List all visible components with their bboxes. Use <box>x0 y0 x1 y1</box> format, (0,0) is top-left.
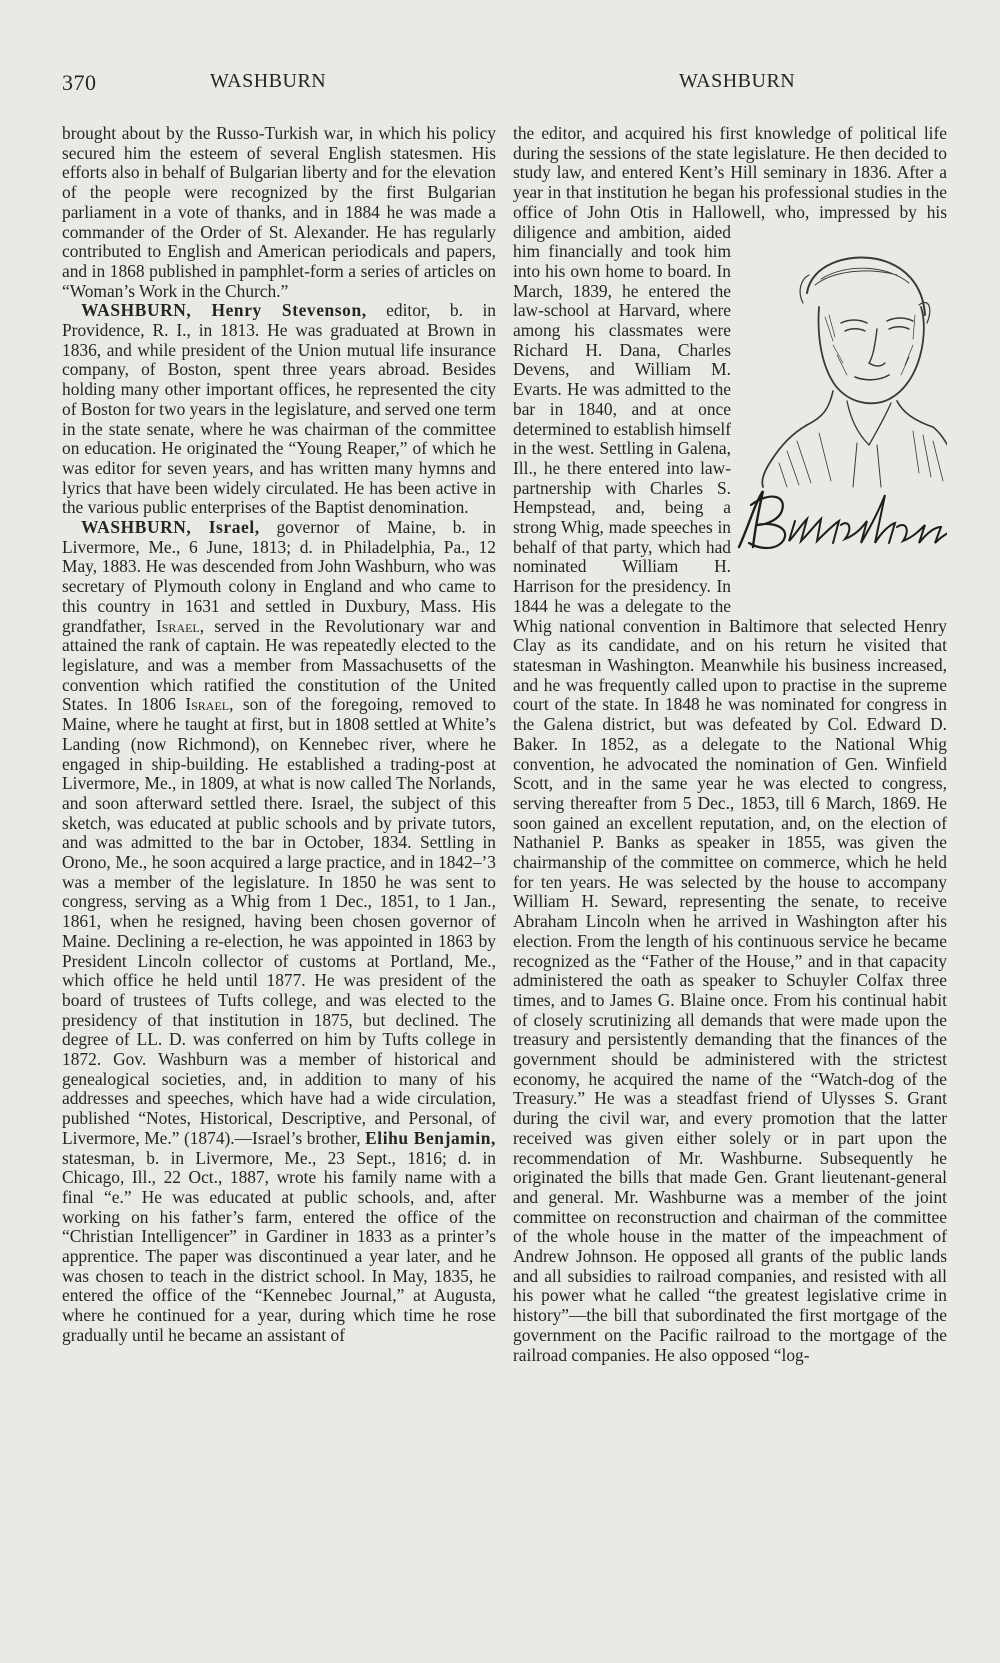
entry-continued <box>513 124 947 1365</box>
entry-text: , served in the Revolutionary war and attained the rank of captain. He was repeatedly elected to the legislature, and was a member from Massachusetts of the convention which ratified the constitution of the United States. In 1806 <box>62 615 496 715</box>
portrait-figure <box>737 245 947 605</box>
signature-image <box>729 485 947 555</box>
entry-text: editor, b. in Providence, R. I., in 1813. He was graduated at Brown in 1836, and while president of the Union mutual life insurance company, of Boston, spent three years abroad. Besides holding many other important offices, he represented the city of Boston for two years in the legislature, and served one term in the state senate, where he was chairman of the committee on education. He originated the “Young Reaper,” of which he was editor for seven years, and has written many hymns and lyrics that have been widely circulated. He has been active in the various public enterprises of the Baptist denomination. <box>62 300 496 518</box>
entry-henry-stevenson-washburn <box>62 301 496 518</box>
page-number: 370 <box>62 70 97 95</box>
entry-text: , son of the foregoing, removed to Maine, where he taught at first, but in 1808 settled at White’s Landing (now Richmond), on Kennebec river, where he engaged in ship-building. He established a trading-post at Livermore, Me., in 1809, at what is now called The Norlands, and soon afterward settled there. Israel, the subject of this sketch, was educated at public schools and by private tutors, and was admitted to the bar in October, 1834. Settling in Orono, Me., he soon acquired a large practice, and in 1842–’3 was a member of the legislature. In 1850 he was sent to congress, serving as a Whig from 1 Dec., 1851, to 1 Jan., 1861, when he resigned, having been chosen governor of Maine. Declining a re-election, he was appointed in 1863 by President Lincoln collector of customs at Portland, Me., which office he held until 1877. He was president of the board of trustees of Tufts college, and was elected to the presidency of that institution in 1875, but declined. The degree of LL. D. was conferred on him by Tufts college in 1872. Gov. Washburn was a member of historical and genealogical societies, and, in addition to many of his addresses and speeches, which have had a wide circulation, published “Notes, Historical, Descriptive, and Personal, of Livermore, Me.” (1874).—Israel’s brother, <box>62 694 496 1148</box>
left-column <box>62 124 496 1649</box>
paragraph-continued: brought about by the Russo-Turkish war, in which his policy secured him the esteem of several English statesmen. His efforts also in behalf of Bulgarian liberty and for the elevation of the people were recognized by the first Bulgarian parliament in a vote of thanks, and in 1884 he was made a commander of the Order of St. Alexander. He has regularly contributed to English and American periodicals and papers, and in 1868 published in pamphlet-form a series of articles on “Woman’s Work in the Church.” <box>62 124 496 301</box>
portrait-engraving <box>737 245 947 490</box>
entry-headword: WASHBURN, Henry Stevenson, <box>81 300 367 321</box>
right-column <box>513 124 947 1649</box>
entry-text: who, impressed by his diligence and ambition, aided him financially and took him into his own home to board. In March, 1839, he entered the law-school at Harvard, where among his classmates were Richard H. Dana, Charles Devens, and William M. Evarts. He was admitted to the bar in 1840, and at once determined to establish himself in the west. Settling in Galena, Ill., he there entered into law-partnership with Charles S. Hempstead, and, being a strong Whig, made speeches in behalf of that party, which had nominated William H. Harrison for the presidency. In 1844 he was a delegate to the Whig national convention in Baltimore that selected Henry Clay as its candidate, and on his return he visited that statesman in Washington. Meanwhile his business increased, and he was frequently called upon to practise in the supreme court of the state. In 1848 he was nominated for congress in the Galena district, but was defeated by Col. Edward D. Baker. In 1852, as a delegate to the National Whig convention, he advocated the nomination of Gen. Winfield Scott, and in the same year he was elected to congress, serving thereafter from 5 Dec., 1853, till 6 March, 1869. He soon gained an excellent reputation, and, on the election of Nathaniel P. Banks as speaker in 1855, was given the chairmanship of the committee on commerce, which he held for ten years. He was selected by the house to accompany William H. Seward, representing the senate, to receive Abraham Lincoln when he arrived in Washington after his election. From the length of his continuous service he became recognized as the “Father of the House,” and in that capacity administered the oath as speaker to Schuyler Colfax three times, and to James G. Blaine once. From his continual habit of closely scrutinizing all demands that were made upon the treasury and persistently demanding that the finances of the government should be administered with the strictest economy, he acquired the name of the “Watch-dog of the Treasury.” He was a steadfast friend of Ulysses S. Grant during the civil war, and every promotion that the latter received was given either solely or in part upon the recommendation of Mr. Washburne. Subsequently he originated the bills that made Gen. Grant lieutenant-general and general. Mr. Washburne was a member of the joint committee on reconstruction and chairman of the committee of the whole house in the matter of the impeachment of Andrew Johnson. He opposed all grants of the public lands and all subsidies to railroad companies, and resisted with all his power what he called “the greatest legislative crime in history”—the bill that subordinated the first mortgage of the government on the Pacific railroad to the mortgage of the railroad companies. He also opposed “log- <box>513 201 947 1365</box>
entry-text: the editor, and acquired his first knowledge of political life during the sessions of the state legislature. He then decided to study law, and entered Kent’s Hill seminary in 1836. After a year in that institution he began his professional studies in the office of John Otis in Hallowell, <box>513 124 947 222</box>
small-caps-name: Israel <box>155 615 200 636</box>
running-head <box>62 70 960 98</box>
entry-text: governor of Maine, b. in Livermore, Me., 6 June, 1813; d. in Philadelphia, Pa., 12 May, 1883. He was descended from John Washburn, who was secretary of Plymouth colony in England and who came to this country in 1631 and settled in Duxbury, Mass. His grandfather, <box>62 517 496 636</box>
entry-subheadword: Elihu Benjamin, <box>365 1127 496 1148</box>
small-caps-name: Israel <box>185 694 230 715</box>
running-head-right: WASHBURN <box>679 70 796 92</box>
entry-israel-washburn <box>62 518 496 1346</box>
running-head-left: WASHBURN <box>210 70 327 92</box>
entry-text: statesman, b. in Livermore, Me., 23 Sept., 1816; d. in Chicago, Ill., 22 Oct., 1887, wrote his family name with a final “e.” He was educated at public schools, and, after working on his father’s farm, entered the office of the “Christian Intelligencer” in Gardiner in 1833 as a printer’s apprentice. The paper was discontinued a year later, and he was chosen to teach in the district school. In May, 1835, he entered the office of the “Kennebec Journal,” at Augusta, where he continued for a year, during which time he rose gradually until he became an assistant of <box>62 1147 496 1345</box>
entry-headword: WASHBURN, Israel, <box>81 517 260 538</box>
